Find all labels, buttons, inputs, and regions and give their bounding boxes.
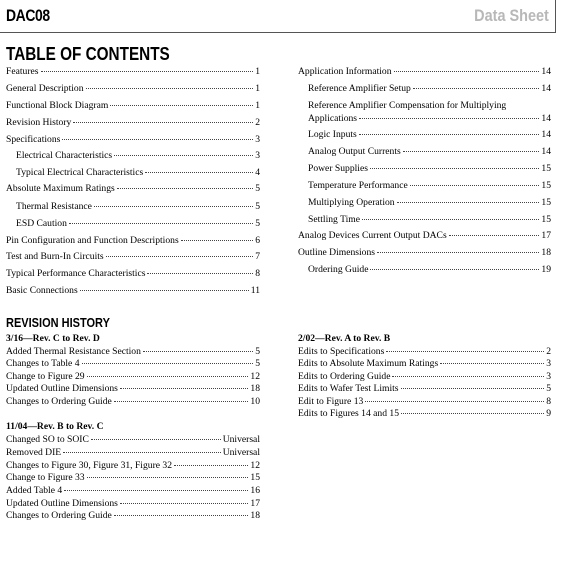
page-header (0, 0, 556, 33)
toc-entry-line1[interactable]: Reference Amplifier Compensation for Multiplying (308, 100, 507, 111)
revision-item: Added Table 4 16 (6, 485, 260, 496)
toc-entry[interactable]: Reference Amplifier Setup 14 (308, 83, 551, 94)
toc-entry[interactable]: Functional Block Diagram 1 (6, 100, 260, 111)
revision-item: Removed DIE Universal (6, 447, 260, 458)
toc-entry[interactable]: Pin Configuration and Function Descriptions 6 (6, 235, 260, 246)
revision-item: Edit to Figure 13 8 (298, 396, 551, 407)
revision-item: Changed SO to SOIC Universal (6, 434, 260, 445)
toc-entry[interactable]: General Description 1 (6, 83, 260, 94)
toc-entry[interactable]: Specifications 3 (6, 134, 260, 145)
toc-entry[interactable]: Ordering Guide 19 (308, 264, 551, 275)
revision-item: Changes to Ordering Guide 18 (6, 510, 260, 521)
toc-entry[interactable]: Features 1 (6, 66, 260, 77)
toc-entry[interactable]: Outline Dimensions 18 (298, 247, 551, 258)
toc-entry[interactable]: Electrical Characteristics 3 (16, 150, 260, 161)
toc-entry[interactable]: Revision History 2 (6, 117, 260, 128)
toc-entry[interactable]: Analog Devices Current Output DACs 17 (298, 230, 551, 241)
toc-entry[interactable]: Absolute Maximum Ratings 5 (6, 183, 260, 194)
revision-item: Added Thermal Resistance Section 5 (6, 346, 260, 357)
toc-entry[interactable]: Settling Time 15 (308, 214, 551, 225)
toc-entry[interactable]: Application Information 14 (298, 66, 551, 77)
toc-entry[interactable]: Logic Inputs 14 (308, 129, 551, 140)
revision-item: Edits to Wafer Test Limits 5 (298, 383, 551, 394)
revision-item: Edits to Figures 14 and 15 9 (298, 408, 551, 419)
revision-item: Updated Outline Dimensions 17 (6, 498, 260, 509)
part-number: DAC08 (6, 6, 50, 25)
revision-heading: 3/16—Rev. C to Rev. D (6, 333, 100, 344)
revision-history-title: REVISION HISTORY (6, 316, 110, 330)
toc-entry[interactable]: Power Supplies 15 (308, 163, 551, 174)
toc-entry[interactable]: Basic Connections 11 (6, 285, 260, 296)
revision-item: Changes to Ordering Guide 10 (6, 396, 260, 407)
toc-entry[interactable]: Multiplying Operation 15 (308, 197, 551, 208)
revision-item: Updated Outline Dimensions 18 (6, 383, 260, 394)
toc-entry[interactable]: Analog Output Currents 14 (308, 146, 551, 157)
revision-item: Edits to Specifications 2 (298, 346, 551, 357)
toc-entry[interactable]: Typical Performance Characteristics 8 (6, 268, 260, 279)
revision-heading: 11/04—Rev. B to Rev. C (6, 421, 104, 432)
revision-heading: 2/02—Rev. A to Rev. B (298, 333, 391, 344)
doc-type-label: Data Sheet (474, 6, 549, 25)
toc-entry[interactable]: Typical Electrical Characteristics 4 (16, 167, 260, 178)
toc-title: TABLE OF CONTENTS (6, 44, 170, 64)
revision-item: Edits to Ordering Guide 3 (298, 371, 551, 382)
toc-entry[interactable]: Test and Burn-In Circuits 7 (6, 251, 260, 262)
revision-item: Changes to Figure 30, Figure 31, Figure 32 12 (6, 460, 260, 471)
revision-item: Change to Figure 33 15 (6, 472, 260, 483)
revision-item: Changes to Table 4 5 (6, 358, 260, 369)
revision-item: Change to Figure 29 12 (6, 371, 260, 382)
toc-entry[interactable]: Applications 14 (308, 113, 551, 124)
toc-entry[interactable]: ESD Caution 5 (16, 218, 260, 229)
toc-entry[interactable]: Thermal Resistance 5 (16, 201, 260, 212)
toc-entry[interactable]: Temperature Performance 15 (308, 180, 551, 191)
revision-item: Edits to Absolute Maximum Ratings 3 (298, 358, 551, 369)
